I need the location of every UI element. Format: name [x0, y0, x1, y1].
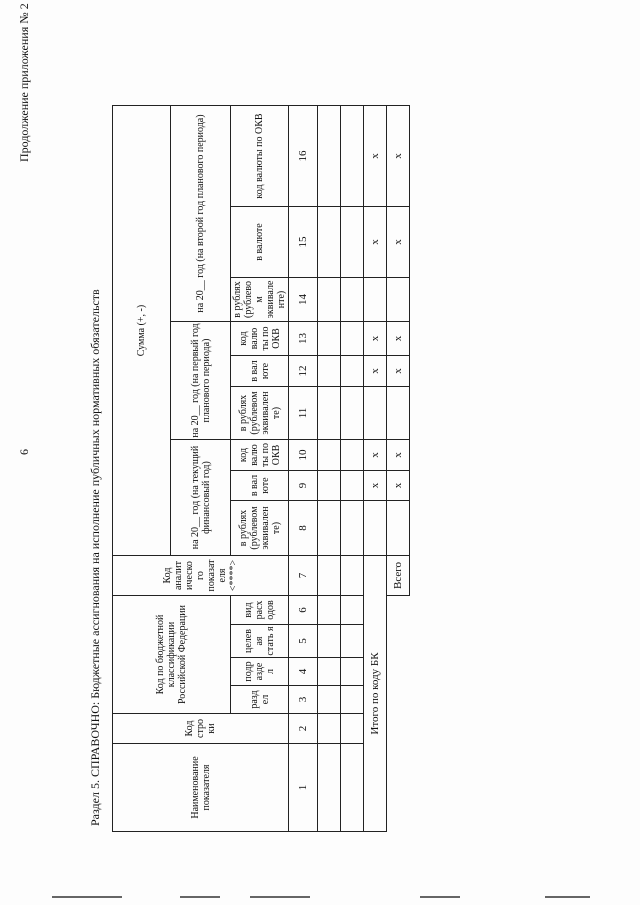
scan-artifact — [420, 896, 460, 898]
x-mark: x — [387, 356, 410, 387]
column-number: 16 — [289, 106, 318, 207]
scan-artifact — [52, 896, 122, 898]
header-target-article: целев ая стать я — [231, 625, 289, 658]
header-second-plan-year: на 20__ год (на второй год планового периода) — [171, 106, 231, 322]
scan-artifact — [545, 896, 590, 898]
column-number: 6 — [289, 596, 318, 625]
header-currency-2: в вал юте — [231, 356, 289, 387]
x-mark: x — [387, 322, 410, 356]
column-number: 9 — [289, 471, 318, 501]
header-first-plan-year: на 20__ год (на первый год планового периода) — [171, 322, 231, 440]
x-mark: x — [387, 440, 410, 471]
data-row — [318, 106, 341, 832]
x-mark: x — [364, 471, 387, 501]
section-title: Раздел 5. СПРАВОЧНО: Бюджетные ассигнования на исполнение публичных нормативных обязательств — [88, 289, 102, 826]
header-rub-3: в рублях (рублево м эквивале нте) — [231, 278, 289, 322]
page-number: 6 — [17, 449, 31, 455]
header-okv-1: код валю ты по ОКВ — [231, 440, 289, 471]
scan-artifact — [180, 896, 220, 898]
continuation-header: Продолжение приложения № 2 — [17, 3, 31, 162]
scan-artifact — [250, 896, 310, 898]
x-mark: x — [387, 106, 410, 207]
header-rub-2: в рублях (рублевом эквивален те) — [231, 387, 289, 440]
header-row-1 — [113, 106, 171, 832]
column-number: 2 — [289, 714, 318, 744]
header-row-code: Код стро ки — [113, 714, 289, 744]
header-current-year: на 20__ год (на текущий финансовый год) — [171, 440, 231, 556]
header-okv-3: код валюты по ОКВ — [231, 106, 289, 207]
header-section: разд ел — [231, 686, 289, 714]
header-currency-1: в вал юте — [231, 471, 289, 501]
column-number: 13 — [289, 322, 318, 356]
header-bk-code: Код по бюджетной классификации Российской Федерации — [113, 596, 231, 714]
itogo-label: Итого по коду БК — [364, 556, 387, 832]
vsego-row — [387, 106, 410, 832]
x-mark: x — [364, 207, 387, 278]
x-mark: x — [387, 471, 410, 501]
column-number: 1 — [289, 744, 318, 832]
column-number: 14 — [289, 278, 318, 322]
header-sum: Сумма (+, -) — [113, 106, 171, 556]
vsego-label: Всего — [387, 556, 410, 596]
header-currency-3: в валюте — [231, 207, 289, 278]
header-subsection: подр азде л — [231, 658, 289, 686]
column-number: 3 — [289, 686, 318, 714]
header-analytic-code: Код аналит ическо го показат еля <****> — [113, 556, 289, 596]
column-number: 10 — [289, 440, 318, 471]
header-name: Наименование показателя — [113, 744, 289, 832]
x-mark: x — [364, 106, 387, 207]
column-numbers-row — [289, 106, 318, 832]
header-expense-type: вид расх одов — [231, 596, 289, 625]
x-mark: x — [364, 356, 387, 387]
column-number: 12 — [289, 356, 318, 387]
x-mark: x — [364, 440, 387, 471]
column-number: 4 — [289, 658, 318, 686]
column-number: 5 — [289, 625, 318, 658]
x-mark: x — [364, 322, 387, 356]
x-mark: x — [387, 207, 410, 278]
column-number: 7 — [289, 556, 318, 596]
column-number: 8 — [289, 501, 318, 556]
data-row — [341, 106, 364, 832]
obligations-table — [112, 105, 410, 832]
header-rub-1: в рублях (рублевом эквивален те) — [231, 501, 289, 556]
itogo-row — [364, 106, 387, 832]
column-number: 11 — [289, 387, 318, 440]
header-okv-2: код валю ты по ОКВ — [231, 322, 289, 356]
column-number: 15 — [289, 207, 318, 278]
